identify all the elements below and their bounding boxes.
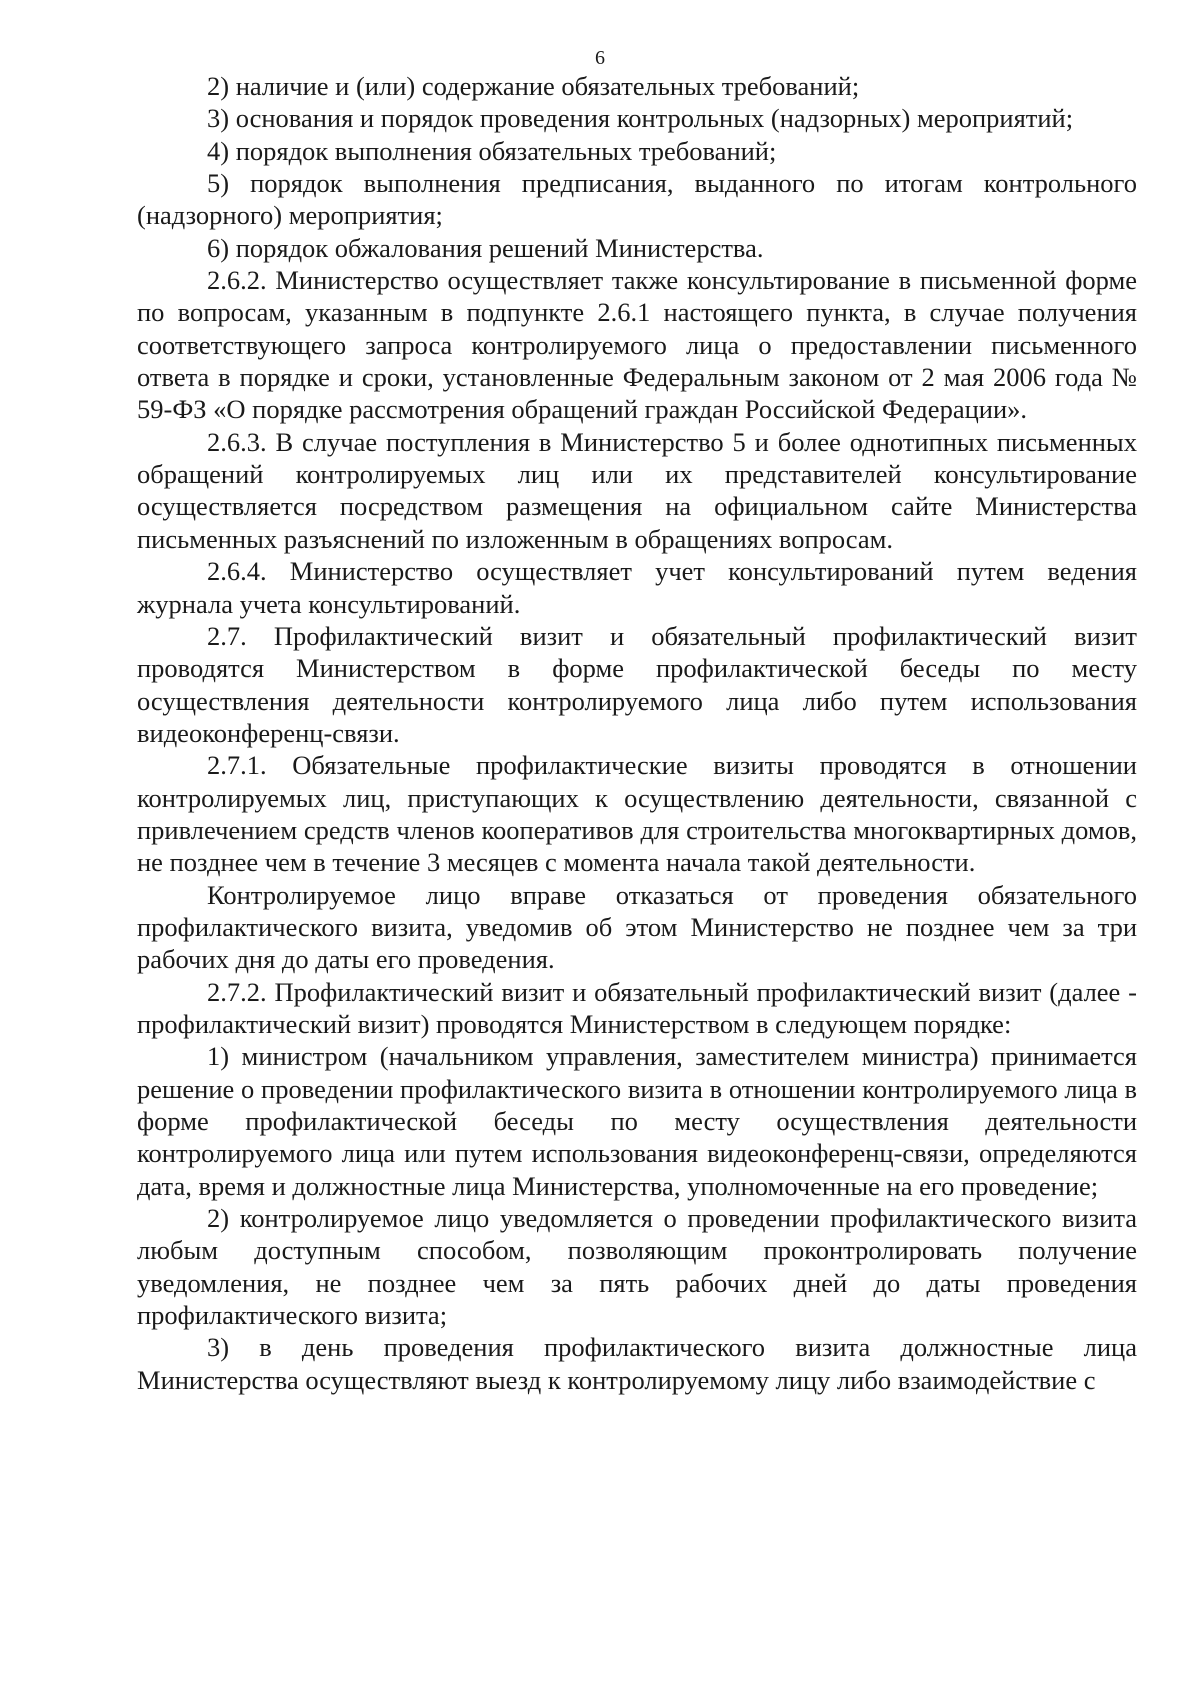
page-number: 6 xyxy=(595,47,605,69)
paragraph-2-7-1: 2.7.1. Обязательные профилактические визиты проводятся в отношении контролируемых лиц, приступающих к осуществлению деятельности, связанной с привлечением средств членов кооперативов для строительства многоквартирных домов, не позднее чем в течение 3 месяцев с момента начала такой деятельности. xyxy=(137,750,1137,878)
visit-step-2: 2) контролируемое лицо уведомляется о проведении профилактического визита любым доступным способом, позволяющим проконтролировать получение уведомления, не позднее чем за пять рабочих дней до даты проведения профилактического визита; xyxy=(137,1203,1137,1331)
list-item-2-mandatory-requirements: 2) наличие и (или) содержание обязательных требований; xyxy=(207,71,860,101)
document-body xyxy=(137,70,1137,1396)
list-item-3-control-grounds: 3) основания и порядок проведения контрольных (надзорных) мероприятий; xyxy=(207,103,1074,134)
visit-step-3: 3) в день проведения профилактического визита должностные лица Министерства осуществляют выезд к контролируемому лицу либо взаимодействие с xyxy=(137,1332,1137,1395)
paragraph-2-6-3: 2.6.3. В случае поступления в Министерство 5 и более однотипных письменных обращений контролируемых лиц или их представителей консультирование осуществляется посредством размещения на официальном сайте Министерства письменных разъяснений по изложенным в обращениях вопросам. xyxy=(137,426,1137,554)
list-item-6-appeal-procedure: 6) порядок обжалования решений Министерства. xyxy=(207,232,764,263)
paragraph-2-7: 2.7. Профилактический визит и обязательный профилактический визит проводятся Министерством в форме профилактической беседы по месту осуществления деятельности контролируемого лица либо путем использования видеоконференц-связи. xyxy=(137,620,1137,748)
paragraph-2-6-2: 2.6.2. Министерство осуществляет также консультирование в письменной форме по вопросам, указанным в подпункте 2.6.1 настоящего пункта, в случае получения соответствующего запроса контролируемого лица о предоставлении письменного ответа в порядке и сроки, установленные Федеральным законом от 2 мая 2006 года № 59-ФЗ «О порядке рассмотрения обращений граждан Российской Федерации». xyxy=(137,265,1137,425)
visit-step-1: 1) министром (начальником управления, заместителем министра) принимается решение о проведении профилактического визита в отношении контролируемого лица в форме профилактической беседы по месту осуществления деятельности контролируемого лица или путем использования видеоконференц-связи, определяются дата, время и должностные лица Министерства, уполномоченные на его проведение; xyxy=(137,1041,1137,1201)
list-item-4-requirements-procedure: 4) порядок выполнения обязательных требований; xyxy=(207,135,777,166)
paragraph-2-7-2: 2.7.2. Профилактический визит и обязательный профилактический визит (далее - профилактический визит) проводятся Министерством в следующем порядке: xyxy=(137,976,1137,1039)
paragraph-2-6-4: 2.6.4. Министерство осуществляет учет консультирований путем ведения журнала учета консультирований. xyxy=(137,556,1137,619)
paragraph-refusal-right: Контролируемое лицо вправе отказаться от проведения обязательного профилактического визита, уведомив об этом Министерство не позднее чем за три рабочих дня до даты его проведения. xyxy=(137,879,1137,975)
list-item-5-prescription-procedure: 5) порядок выполнения предписания, выданного по итогам контрольного (надзорного) мероприятия; xyxy=(137,168,1137,231)
